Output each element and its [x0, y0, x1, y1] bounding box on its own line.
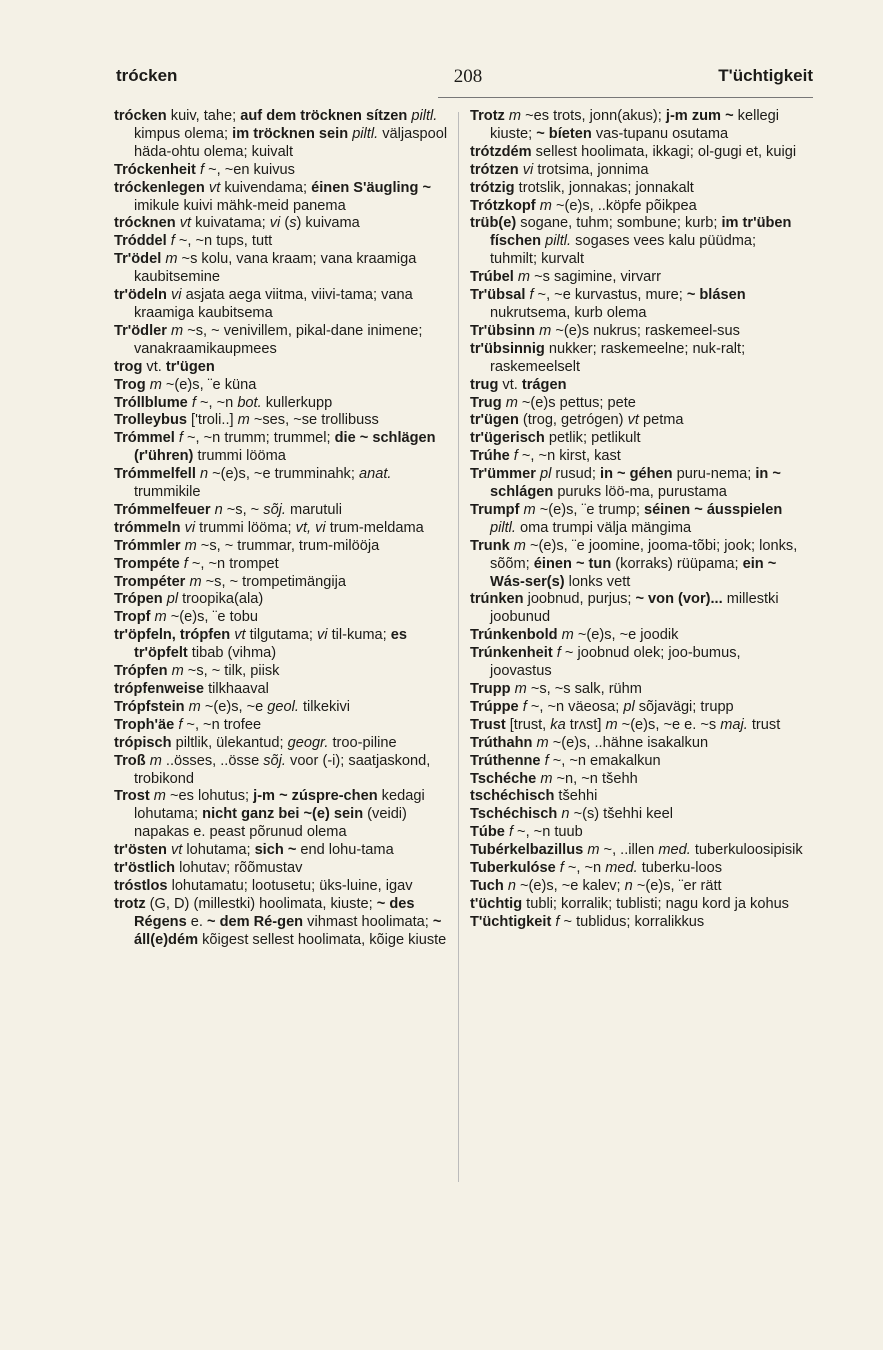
dictionary-entry: Tr'ödel m ~s kolu, vana kraam; vana kraamiga kaubitsemine	[114, 251, 417, 286]
dictionary-entry: Trómmel f ~, ~n trumm; trummel; die ~ schlägen (r'ühren) trummi lööma	[114, 430, 436, 465]
dictionary-entry: trog vt. tr'ügen	[114, 358, 215, 375]
dictionary-entry: Tubérkelbazillus m ~, ..illen med. tuberkuloosipisik	[470, 842, 803, 859]
dictionary-entry: trócknen vt kuivatama; vi (s) kuivama	[114, 215, 360, 232]
dictionary-entry: Tr'ümmer pl rusud; in ~ géhen puru-nema; in ~ schlágen puruks löö-ma, purustama	[470, 466, 781, 501]
dictionary-entry: tr'ügen (trog, getrógen) vt petma	[470, 412, 684, 429]
dictionary-entry: Tr'übsinn m ~(e)s nukrus; raskemeel-sus	[470, 322, 740, 339]
dictionary-entry: T'üchtigkeit f ~ tublidus; korralikkus	[470, 913, 705, 930]
dictionary-entry: Trópfstein m ~(e)s, ~e geol. tilkekivi	[114, 698, 351, 715]
dictionary-entry: trótzen vi trotsima, jonnima	[470, 161, 649, 178]
dictionary-entry: Trúppe f ~, ~n väeosa; pl sõjavägi; trupp	[470, 698, 734, 715]
dictionary-entry: Trompéte f ~, ~n trompet	[114, 555, 279, 572]
right-column	[470, 108, 806, 932]
dictionary-entry: tr'ügerisch petlik; petlikult	[470, 430, 641, 447]
dictionary-entry: Tschéche m ~n, ~n tšehh	[470, 770, 638, 787]
dictionary-entry: tr'übsinnig nukker; raskemeelne; nuk-ralt; raskemeelselt	[470, 340, 746, 375]
dictionary-entry: Trumpf m ~(e)s, ¨e trump; séinen ~ áusspielen piltl. oma trumpi välja mängima	[470, 501, 783, 536]
dictionary-entry: Trotz m ~es trots, jonn(akus); j-m zum ~ kellegi kiuste; ~ bíeten vas-tupanu osutama	[470, 108, 780, 142]
dictionary-entry: tr'ödeln vi asjata aega viitma, viivi-tama; vana kraamiga kaubitsema	[114, 287, 413, 321]
dictionary-entry: Tr'ödler m ~s, ~ venivillem, pikal-dane inimene; vanakraamikaupmees	[114, 322, 423, 357]
dictionary-entry: Trótzkopf m ~(e)s, ..köpfe põikpea	[470, 197, 697, 214]
dictionary-entry: Trómmelfell n ~(e)s, ~e trumminahk; anat. trummikile	[114, 466, 392, 501]
dictionary-entry: Trúnkenheit f ~ joobnud olek; joo-bumus, joovastus	[470, 645, 741, 680]
dictionary-entry: Tschéchisch n ~(s) tšehhi keel	[470, 806, 673, 823]
dictionary-entry: tróstlos lohutamatu; lootusetu; üks-luine, igav	[114, 877, 413, 894]
dictionary-entry: Trust [trust, ka trʌst] m ~(e)s, ~e e. ~s maj. trust	[470, 716, 781, 733]
dictionary-entry: Tuberkulóse f ~, ~n med. tuberku-loos	[470, 860, 723, 877]
dictionary-entry: Trómmler m ~s, ~ trummar, trum-milööja	[114, 537, 380, 554]
dictionary-entry: Trómmelfeuer n ~s, ~ sõj. marutuli	[114, 501, 342, 518]
header-rule	[438, 97, 813, 98]
dictionary-entry: Trug m ~(e)s pettus; pete	[470, 394, 636, 411]
dictionary-entry: Trúbel m ~s sagimine, virvarr	[470, 269, 662, 286]
dictionary-entry: Trúnkenbold m ~(e)s, ~e joodik	[470, 627, 679, 644]
dictionary-entry: Trupp m ~s, ~s salk, rühm	[470, 681, 642, 697]
running-head-last-word: T'üchtigkeit	[718, 66, 813, 85]
dictionary-entry: trópisch piltlik, ülekantud; geogr. troo-piline	[114, 734, 397, 751]
dictionary-entry: Trúthahn m ~(e)s, ..hähne isakalkun	[470, 734, 709, 751]
dictionary-entry: Tróckenheit f ~, ~en kuivus	[114, 161, 295, 178]
dictionary-entry: Trost m ~es lohutus; j-m ~ zúspre-chen kedagi lohutama; nicht ganz bei ~(e) sein (veidi) napakas e. peast põrunud olema	[114, 788, 425, 841]
dictionary-entry: tr'östen vt lohutama; sich ~ end lohu-tama	[114, 842, 394, 859]
left-column	[114, 108, 448, 950]
dictionary-entry: tr'öpfeln, trópfen vt tilgutama; vi til-kuma; es tr'öpfelt tibab (vihma)	[114, 627, 407, 662]
dictionary-entry: trócken kuiv, tahe; auf dem tröcknen sítzen piltl. kimpus olema; im tröcknen sein piltl. väljaspool häda-ohtu olema; kuivalt	[114, 108, 448, 160]
dictionary-entry: trómmeln vi trummi lööma; vt, vi trum-meldama	[114, 519, 424, 536]
dictionary-entry: Trúhe f ~, ~n kirst, kast	[470, 448, 621, 465]
dictionary-entry: trópfenweise tilkhaaval	[114, 681, 269, 697]
dictionary-entry: Trolleybus ['troli..] m ~ses, ~se trollibuss	[114, 412, 379, 429]
dictionary-entry: Tróllblume f ~, ~n bot. kullerkupp	[114, 394, 333, 411]
dictionary-entry: Troph'äe f ~, ~n trofee	[114, 716, 262, 733]
dictionary-entry: trúnken joobnud, purjus; ~ von (vor)... millestki joobunud	[470, 591, 779, 626]
dictionary-entry: trótzig trotslik, jonnakas; jonnakalt	[470, 179, 694, 196]
dictionary-entry: Tr'übsal f ~, ~e kurvastus, mure; ~ blásen nukrutsema, kurb olema	[470, 287, 746, 321]
running-head-first-word: trócken	[116, 66, 178, 85]
dictionary-entry: Tropf m ~(e)s, ¨e tobu	[114, 609, 258, 626]
dictionary-entry: Tuch n ~(e)s, ~e kalev; n ~(e)s, ¨er rätt	[470, 877, 722, 894]
dictionary-entry: trotz (G, D) (millestki) hoolimata, kiuste; ~ des Régens e. ~ dem Ré-gen vihmast hoolimata; ~ áll(e)dém kõigest sellest hoolimata, kõige kiuste	[114, 895, 447, 948]
dictionary-entry: tschéchisch tšehhi	[470, 788, 598, 805]
dictionary-entry: t'üchtig tubli; korralik; tublisti; nagu kord ja kohus	[470, 895, 789, 912]
dictionary-entry: Troß m ..össes, ..össe sõj. voor (-i); saatjaskond, trobikond	[114, 752, 431, 787]
column-divider	[458, 112, 459, 1182]
dictionary-entry: tr'östlich lohutav; rõõmustav	[114, 860, 303, 877]
dictionary-entry: Túbe f ~, ~n tuub	[470, 824, 583, 841]
dictionary-entry: Trópen pl troopika(ala)	[114, 591, 264, 608]
dictionary-entry: tróckenlegen vt kuivendama; éinen S'äugling ~ imikule kuivi mähk-meid panema	[114, 179, 431, 214]
dictionary-entry: Trúthenne f ~, ~n emakalkun	[470, 752, 661, 769]
page-number: 208	[453, 66, 483, 87]
dictionary-entry: trótzdém sellest hoolimata, ikkagi; ol-gugi et, kuigi	[470, 143, 797, 160]
dictionary-entry: Trog m ~(e)s, ¨e küna	[114, 376, 257, 393]
dictionary-entry: Trompéter m ~s, ~ trompetimängija	[114, 573, 346, 590]
dictionary-entry: Trunk m ~(e)s, ¨e joomine, jooma-tõbi; jook; lonks, sõõm; éinen ~ tun (korraks) rüüpama; ein ~ Wás-ser(s) lonks vett	[470, 537, 798, 590]
dictionary-entry: Tróddel f ~, ~n tups, tutt	[114, 233, 273, 250]
dictionary-entry: trüb(e) sogane, tuhm; sombune; kurb; im tr'üben físchen piltl. sogases vees kalu püüdma; tuhmilt; kurvalt	[470, 215, 792, 268]
dictionary-entry: Trópfen m ~s, ~ tilk, piisk	[114, 663, 280, 680]
dictionary-entry: trug vt. trágen	[470, 376, 567, 393]
